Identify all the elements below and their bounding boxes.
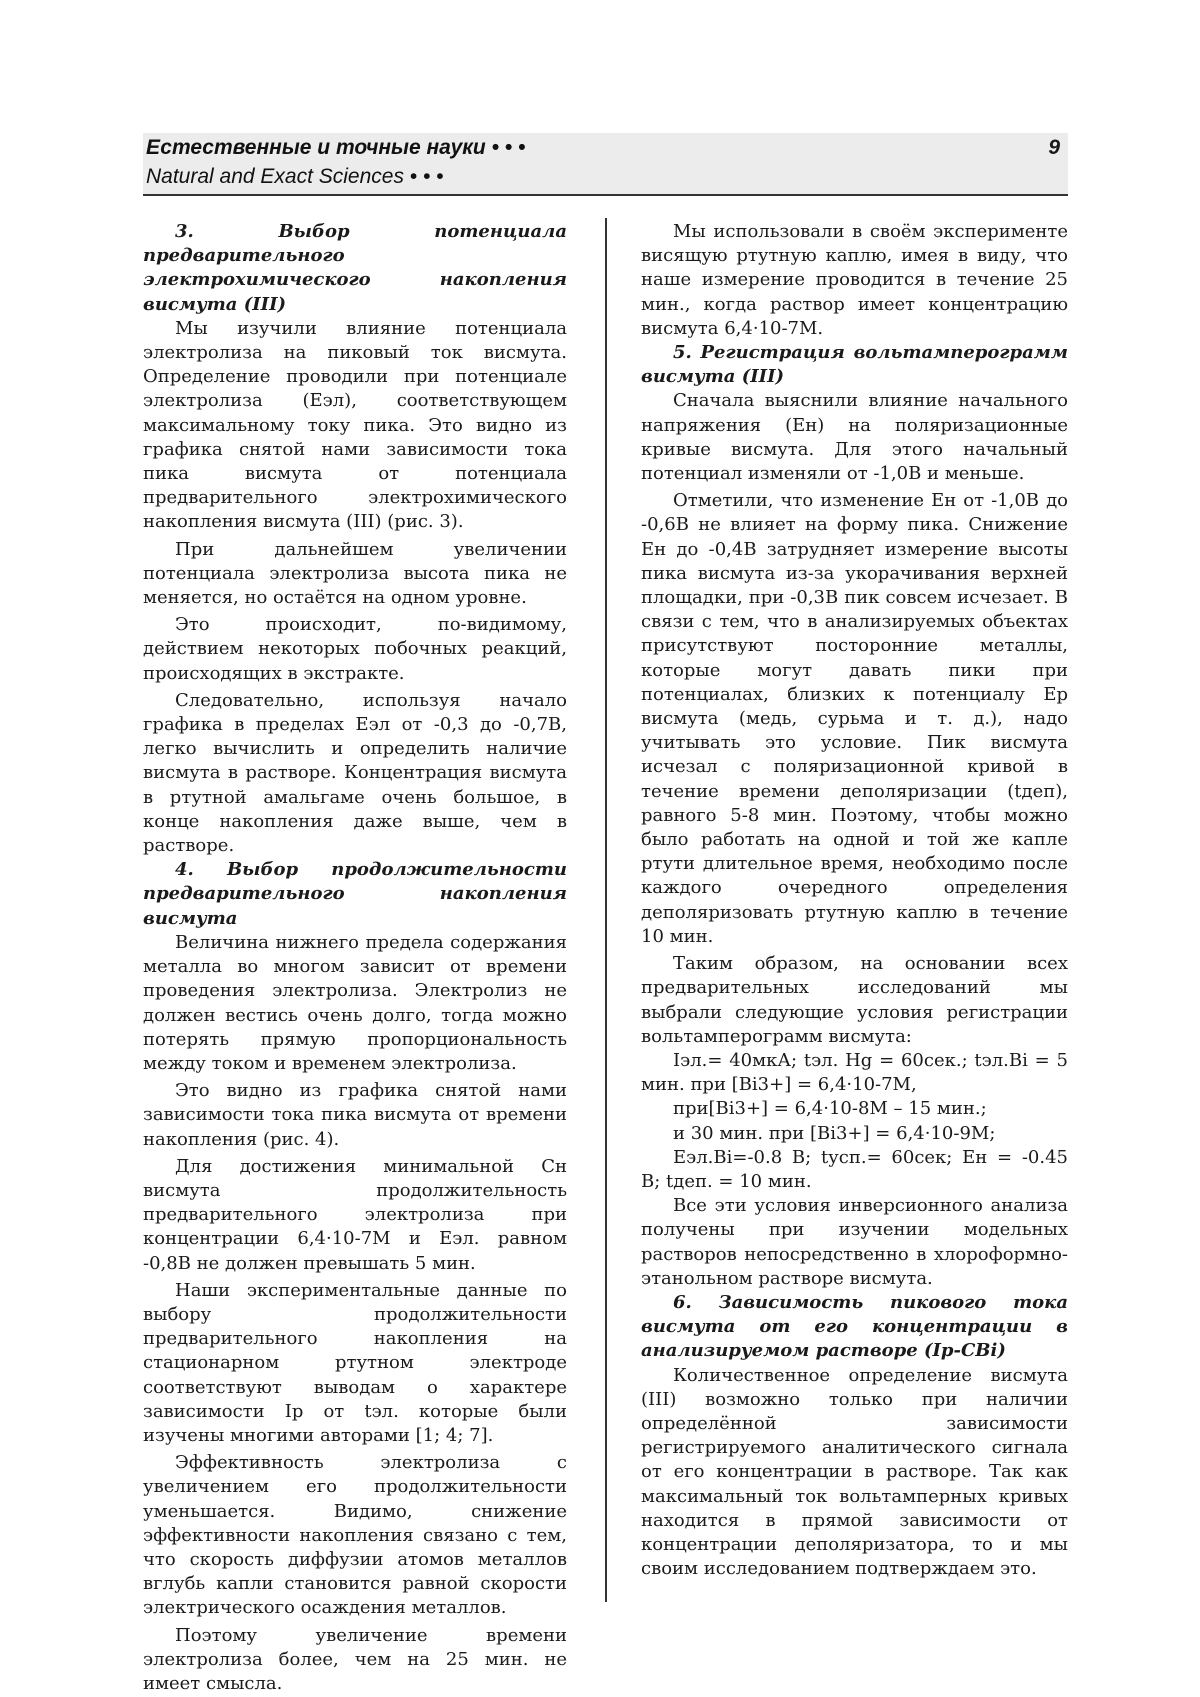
conditions-line-2: при[Bi3+] = 6,4·10-8М – 15 мин.; [641, 1097, 1068, 1121]
page-header [143, 133, 1068, 195]
section-6-title: 6. Зависимость пикового тока висмута от его концентрации в анализируемом растворе (Iр-CBi) [641, 1291, 1068, 1364]
right-paragraph-6: Количественное определение висмута (III) возможно только при наличии определённой зависимости регистрируемого аналитического сигнала от его концентрации в растворе. Так как максимальный ток вольтамперных кривых находится в прямой зависимости от концентрации деполяризатора, то и мы своим исследованием подтверждаем это. [641, 1364, 1068, 1582]
left-paragraph-8: Наши экспериментальные данные по выбору продолжительности предварительного накопления на стационарном ртутном электроде соответствуют выводам о характере зависимости Iр от tэл. которые были изучены многими авторами [1; 4; 7]. [143, 1279, 567, 1448]
left-paragraph-3: Это происходит, по-видимому, действием некоторых побочных реакций, происходящих в экстракте. [143, 613, 567, 686]
left-column [143, 220, 567, 1696]
journal-title-en: Natural and Exact Sciences • • • [146, 163, 444, 191]
right-paragraph-3: Отметили, что изменение Eн от -1,0В до -0,6В не влияет на форму пика. Снижение Eн до -0,4В затрудняет измерение высоты пика висмута из-за укорачивания верхней площадки, при -0,3В пик совсем исчезает. В связи с тем, что в анализируемых объектах присутствуют посторонние металлы, которые могут давать пики при потенциалах, близких к потенциалу Eр висмута (медь, сурьма и т. д.), надо учитывать это условие. Пик висмута исчезал с поляризационной кривой в течение времени деполяризации (tдеп), равного 5-8 мин. Поэтому, чтобы можно было работать на одной и той же капле ртути длительное время, необходимо после каждого очередного определения деполяризовать ртутную каплю в течение 10 мин. [641, 489, 1068, 949]
right-paragraph-5: Все эти условия инверсионного анализа получены при изучении модельных растворов непосредственно в хлороформно-этанольном растворе висмута. [641, 1194, 1068, 1291]
right-column [641, 220, 1068, 1581]
conditions-line-3: и 30 мин. при [Bi3+] = 6,4·10-9М; [641, 1122, 1068, 1146]
header-rule [143, 194, 1068, 196]
left-paragraph-10: Поэтому увеличение времени электролиза более, чем на 25 мин. не имеет смысла. [143, 1624, 567, 1697]
section-5-title: 5. Регистрация вольтамперограмм висмута (III) [641, 341, 1068, 389]
column-divider [605, 218, 607, 1602]
left-paragraph-5: Величина нижнего предела содержания металла во многом зависит от времени проведения электролиза. Электролиз не должен вестись очень долго, тогда можно потерять прямую пропорциональность между током и временем электролиза. [143, 931, 567, 1076]
conditions-line-1: Iэл.= 40мкА; tэл. Hg = 60сек.; tэл.Bi = 5 мин. при [Bi3+] = 6,4·10-7М, [641, 1049, 1068, 1097]
left-paragraph-6: Это видно из графика снятой нами зависимости тока пика висмута от времени накопления (рис. 4). [143, 1079, 567, 1152]
left-paragraph-7: Для достижения минимальной Cн висмута продолжительность предварительного электролиза при концентрации 6,4·10-7М и Eэл. равном -0,8В не должен превышать 5 мин. [143, 1155, 567, 1276]
right-paragraph-1: Мы использовали в своём эксперименте висящую ртутную каплю, имея в виду, что наше измерение проводится в течение 25 мин., когда раствор имеет концентрацию висмута 6,4·10-7М. [641, 220, 1068, 341]
left-paragraph-2: При дальнейшем увеличении потенциала электролиза высота пика не меняется, но остаётся на одном уровне. [143, 538, 567, 611]
left-paragraph-1: Мы изучили влияние потенциала электролиза на пиковый ток висмута. Определение проводили при потенциале электролиза (Eэл), соответствующем максимальному току пика. Это видно из графика снятой нами зависимости тока пика висмута от потенциала предварительного электрохимического накопления висмута (III) (рис. 3). [143, 317, 567, 535]
right-paragraph-2: Сначала выяснили влияние начального напряжения (Eн) на поляризационные кривые висмута. Для этого начальный потенциал изменяли от -1,0В и меньше. [641, 389, 1068, 486]
left-paragraph-4: Следовательно, используя начало графика в пределах Eэл от -0,3 до -0,7В, легко вычислить и определить наличие висмута в растворе. Концентрация висмута в ртутной амальгаме очень большое, в конце накопления даже выше, чем в растворе. [143, 689, 567, 858]
section-3-title: 3. Выбор потенциала предварительного электрохимического накопления висмута (III) [143, 220, 567, 317]
page-number: 9 [1048, 134, 1060, 162]
journal-title-ru: Естественные и точные науки • • • [146, 134, 525, 162]
section-4-title: 4. Выбор продолжительности предварительного накопления висмута [143, 858, 567, 931]
conditions-line-4: Eэл.Bi=-0.8 В; tусп.= 60сек; Eн = -0.45 В; tдеп. = 10 мин. [641, 1146, 1068, 1194]
right-paragraph-4: Таким образом, на основании всех предварительных исследований мы выбрали следующие условия регистрации вольтамперограмм висмута: [641, 952, 1068, 1049]
left-paragraph-9: Эффективность электролиза с увеличением его продолжительности уменьшается. Видимо, снижение эффективности накопления связано с тем, что скорость диффузии атомов металлов вглубь капли становится равной скорости электрического осаждения металлов. [143, 1451, 567, 1620]
